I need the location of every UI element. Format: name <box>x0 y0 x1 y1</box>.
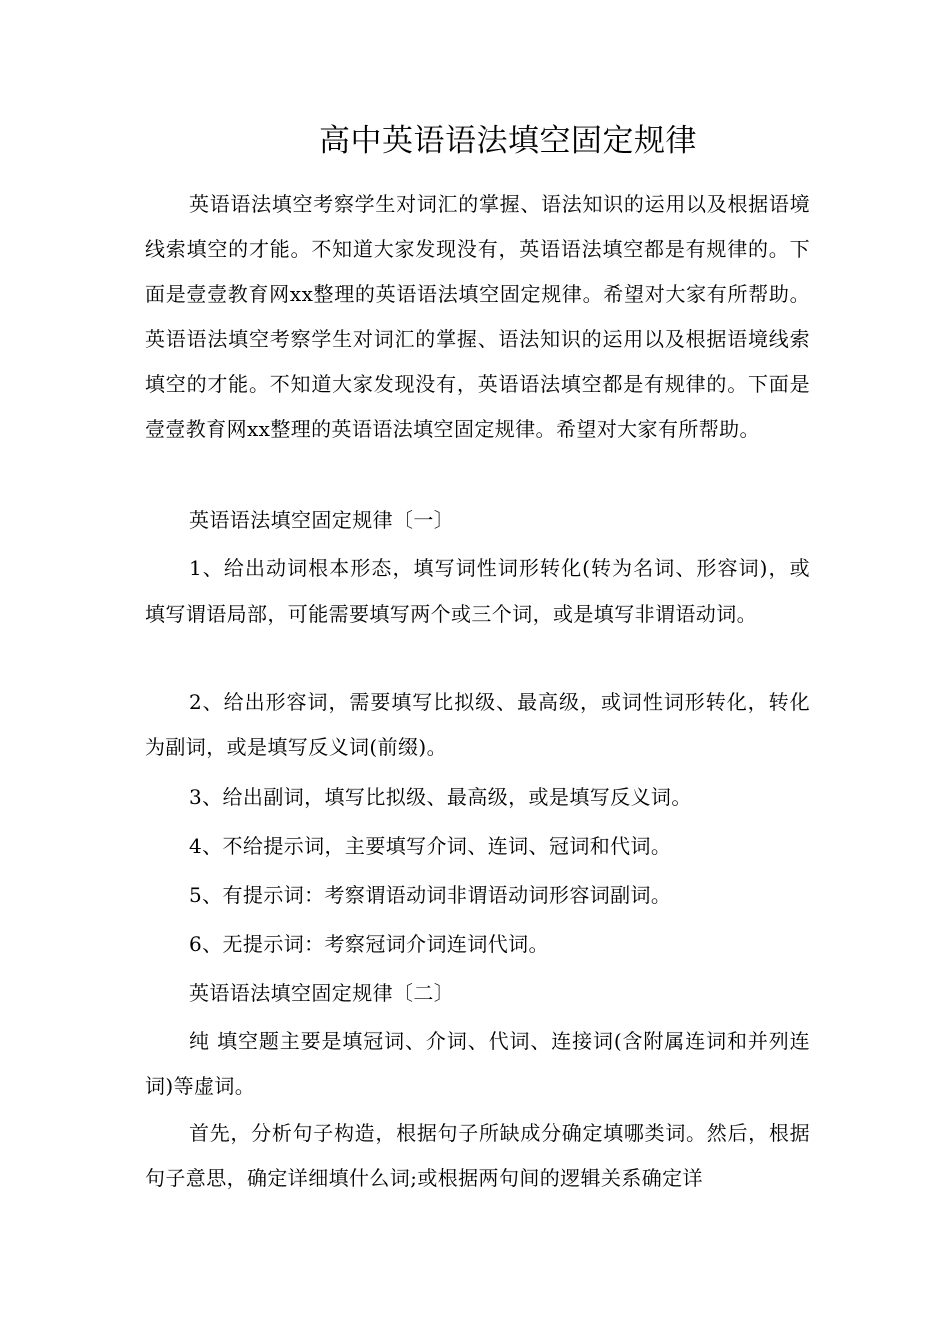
intro-paragraph: 英语语法填空考察学生对词汇的掌握、语法知识的运用以及根据语境线索填空的才能。不知道大家发现没有，英语语法填空都是有规律的。下面是壹壹教育网xx整理的英语语法填空固定规律。希望对大家有所帮助。英语语法填空考察学生对词汇的掌握、语法知识的运用以及根据语境线索填空的才能。不知道大家发现没有，英语语法填空都是有规律的。下面是壹壹教育网xx整理的英语语法填空固定规律。希望对大家有所帮助。 <box>145 192 810 441</box>
analysis-paragraph: 首先，分析句子构造，根据句子所缺成分确定填哪类词。然后，根据句子意思，确定详细填什么词;或根据两句间的逻辑关系确定详 <box>145 1121 810 1190</box>
rule-item-4: 4、不给提示词，主要填写介词、连词、冠词和代词。 <box>189 834 672 858</box>
rule-item-1: 1、给出动词根本形态，填写词性词形转化(转为名词、形容词)，或填写谓语局部，可能需要填写两个或三个词，或是填写非谓语动词。 <box>145 556 810 626</box>
section-heading-two: 英语语法填空固定规律〔二〕 <box>189 981 455 1005</box>
document-title: 高中英语语法填空固定规律 <box>319 123 697 159</box>
rule-item-2: 2、给出形容词，需要填写比拟级、最高级，或词性词形转化，转化为副词，或是填写反义词(前缀)。 <box>145 690 810 759</box>
rule-item-5: 5、有提示词：考察谓语动词非谓语动词形容词副词。 <box>189 883 672 907</box>
pure-fill-blank-paragraph: 纯 填空题主要是填冠词、介词、代词、连接词(含附属连词和并列连词)等虚词。 <box>145 1029 810 1098</box>
rule-item-6: 6、无提示词：考察冠词介词连词代词。 <box>189 932 549 956</box>
section-heading-one: 英语语法填空固定规律〔一〕 <box>189 508 455 532</box>
rule-item-3: 3、给出副词，填写比拟级、最高级，或是填写反义词。 <box>189 785 692 809</box>
